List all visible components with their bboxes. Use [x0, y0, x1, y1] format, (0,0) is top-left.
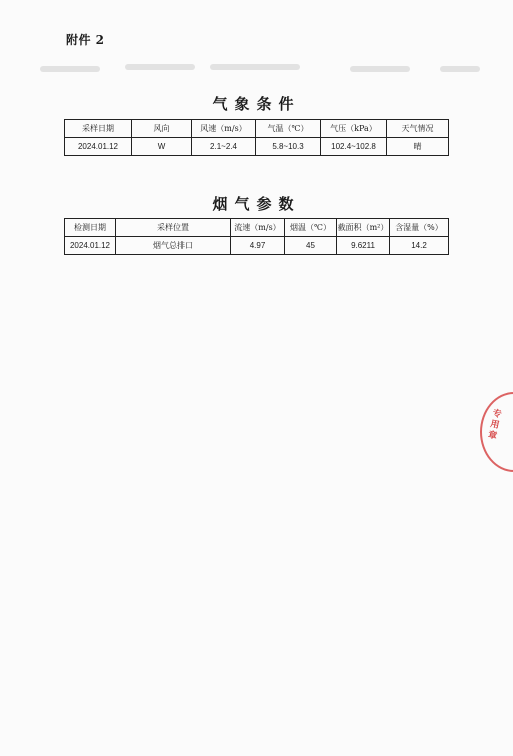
table-cell: 2.1~2.4 [192, 138, 256, 156]
header-cell: 含湿量（%） [390, 219, 449, 237]
bleed-through-mark [440, 66, 480, 72]
header-cell: 风速（m/s） [192, 120, 256, 138]
table-cell: 晴 [387, 138, 449, 156]
attachment-label: 附件 2 [66, 33, 105, 47]
header-cell: 截面积（m²） [337, 219, 390, 237]
table-cell: 9.6211 [337, 237, 390, 255]
flue-section-title: 烟气参数 [212, 195, 301, 213]
table-cell: 烟气总排口 [116, 237, 231, 255]
header-cell: 检测日期 [65, 219, 116, 237]
header-cell: 风向 [132, 120, 192, 138]
table-cell: 14.2 [390, 237, 449, 255]
table-cell: 45 [285, 237, 337, 255]
flue-table [64, 218, 449, 255]
weather-section-title: 气象条件 [212, 95, 301, 113]
header-cell: 烟温（℃） [285, 219, 337, 237]
bleed-through-mark [350, 66, 410, 72]
table-row [65, 138, 449, 156]
header-cell: 气压（kPa） [321, 120, 387, 138]
header-cell: 采样日期 [65, 120, 132, 138]
table-row [65, 237, 449, 255]
bleed-through-mark [125, 64, 195, 70]
header-cell: 天气情况 [387, 120, 449, 138]
table-header-row [65, 219, 449, 237]
table-header-row [65, 120, 449, 138]
table-cell: 102.4~102.8 [321, 138, 387, 156]
bleed-through-mark [40, 66, 100, 72]
table-cell: 5.8~10.3 [256, 138, 321, 156]
table-cell: W [132, 138, 192, 156]
table-cell: 2024.01.12 [65, 237, 116, 255]
weather-table [64, 119, 449, 156]
header-cell: 流速（m/s） [231, 219, 285, 237]
header-cell: 气温（℃） [256, 120, 321, 138]
seal-text: 专用章 [486, 408, 503, 442]
bleed-through-mark [210, 64, 300, 70]
table-cell: 2024.01.12 [65, 138, 132, 156]
table-cell: 4.97 [231, 237, 285, 255]
header-cell: 采样位置 [116, 219, 231, 237]
